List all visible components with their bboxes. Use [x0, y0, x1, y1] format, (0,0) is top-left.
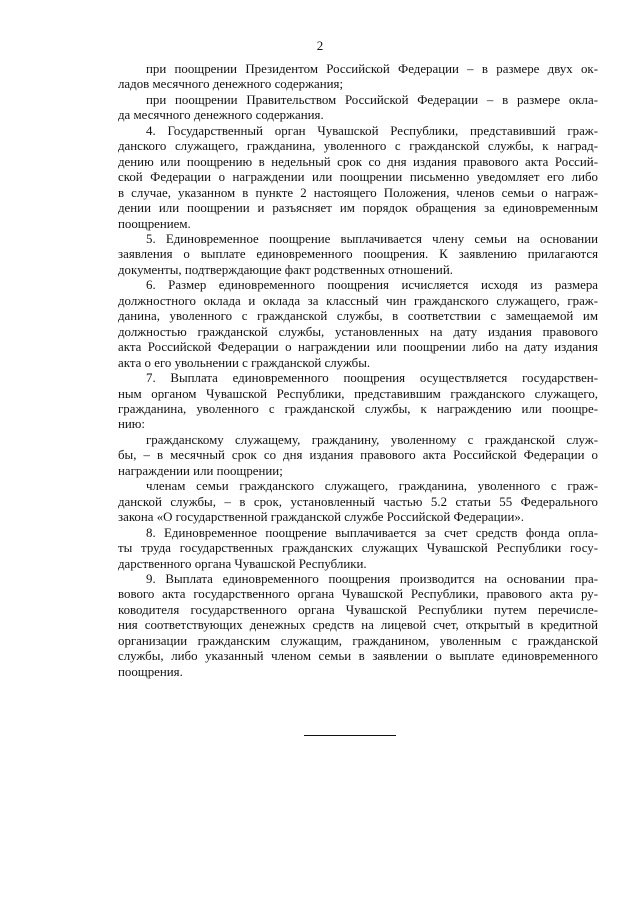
paragraph [118, 479, 598, 525]
text-line: гражданскому служащему, гражданину, уволенному с гражданской служ- [146, 432, 598, 447]
text-line: документы, подтверждающие факт родственных отношений. [118, 262, 453, 277]
text-line: гражданина, уволенного с гражданской службы, к награждению или поощре- [118, 401, 598, 416]
paragraph [118, 124, 598, 232]
paragraph [118, 62, 598, 93]
text-line: данина, уволенного с гражданской службы, в соответствии с замещаемой им [118, 309, 598, 324]
text-line: акта Российской Федерации о награждении или поощрении либо на дату издания [118, 340, 598, 355]
text-line: 4. Государственный орган Чувашской Республики, представивший граж- [146, 123, 598, 138]
text-line: бы, – в месячный срок со дня издания правового акта Российской Федерации о [118, 448, 598, 463]
document-body [118, 62, 598, 680]
text-line: членам семьи гражданского служащего, гражданина, уволенного с граж- [146, 479, 598, 494]
end-separator-line [304, 735, 396, 736]
text-line: ладов месячного денежного содержания; [118, 77, 344, 92]
text-line: 8. Единовременное поощрение выплачивается за счет средств фонда опла- [146, 525, 598, 540]
text-line: данского служащего, гражданина, уволенного с гражданской службы, к наград- [118, 139, 598, 154]
text-line: награждении или поощрении; [118, 463, 283, 478]
text-line: ководителя государственного органа Чувашской Республики путем перечисле- [118, 602, 598, 617]
paragraph [118, 278, 598, 371]
text-line: службы, либо указанный членом семьи в заявлении о выплате единовременного [118, 649, 598, 664]
text-line: должностью гражданской службы, установленных на дату издания правового [118, 324, 598, 339]
text-line: должностного оклада и оклада за классный чин гражданского служащего, граж- [118, 293, 598, 308]
text-line: данской службы, – в срок, установленный частью 5.2 статьи 55 Федерального [118, 494, 598, 509]
text-line: 9. Выплата единовременного поощрения производится на основании пра- [146, 571, 598, 586]
text-line: ской Федерации о награждении или поощрении письменно уведомляет его либо [118, 170, 598, 185]
text-line: вового акта государственного органа Чувашской Республики, правового акта ру- [118, 587, 598, 602]
text-line: при поощрении Президентом Российской Федерации – в размере двух ок- [146, 62, 598, 76]
paragraph [118, 93, 598, 124]
text-line: закона «О государственной гражданской службе Российской Федерации». [118, 510, 525, 525]
text-line: акта о его увольнении с гражданской службы. [118, 355, 371, 370]
text-line: 6. Размер единовременного поощрения исчисляется исходя из размера [146, 278, 598, 293]
text-line: поощрения. [118, 664, 183, 679]
text-line: дению или поощрению в недельный срок со дня издания правового акта Россий- [118, 154, 598, 169]
paragraph [118, 572, 598, 680]
paragraph [118, 371, 598, 433]
text-line: нию: [118, 417, 146, 432]
text-line: 5. Единовременное поощрение выплачивается члену семьи на основании [146, 231, 598, 246]
text-line: ным органом Чувашской Республики, представившим гражданского служащего, [118, 386, 598, 401]
text-line: да месячного денежного содержания. [118, 108, 324, 123]
text-line: ты труда государственных гражданских служащих Чувашской Республики госу- [118, 541, 598, 556]
page-number: 2 [316, 38, 324, 53]
text-line: при поощрении Правительством Российской Федерации – в размере окла- [146, 92, 598, 107]
paragraph [118, 232, 598, 278]
paragraph [118, 433, 598, 479]
paragraph [118, 526, 598, 572]
text-line: ния соответствующих денежных средств на лицевой счет, открытый в кредитной [118, 618, 598, 633]
text-line: заявления о выплате единовременного поощрения. К заявлению прилагаются [118, 247, 598, 262]
text-line: 7. Выплата единовременного поощрения осуществляется государствен- [146, 371, 598, 386]
text-line: дении или поощрении и разъясняет им порядок обращения за единовременным [118, 201, 598, 216]
text-line: поощрением. [118, 216, 191, 231]
text-line: дарственного органа Чувашской Республики. [118, 556, 367, 571]
text-line: организации гражданским служащим, гражданином, уволенным с гражданской [118, 633, 598, 648]
text-line: в случае, указанном в пункте 2 настоящего Положения, членов семьи о награж- [118, 185, 598, 200]
